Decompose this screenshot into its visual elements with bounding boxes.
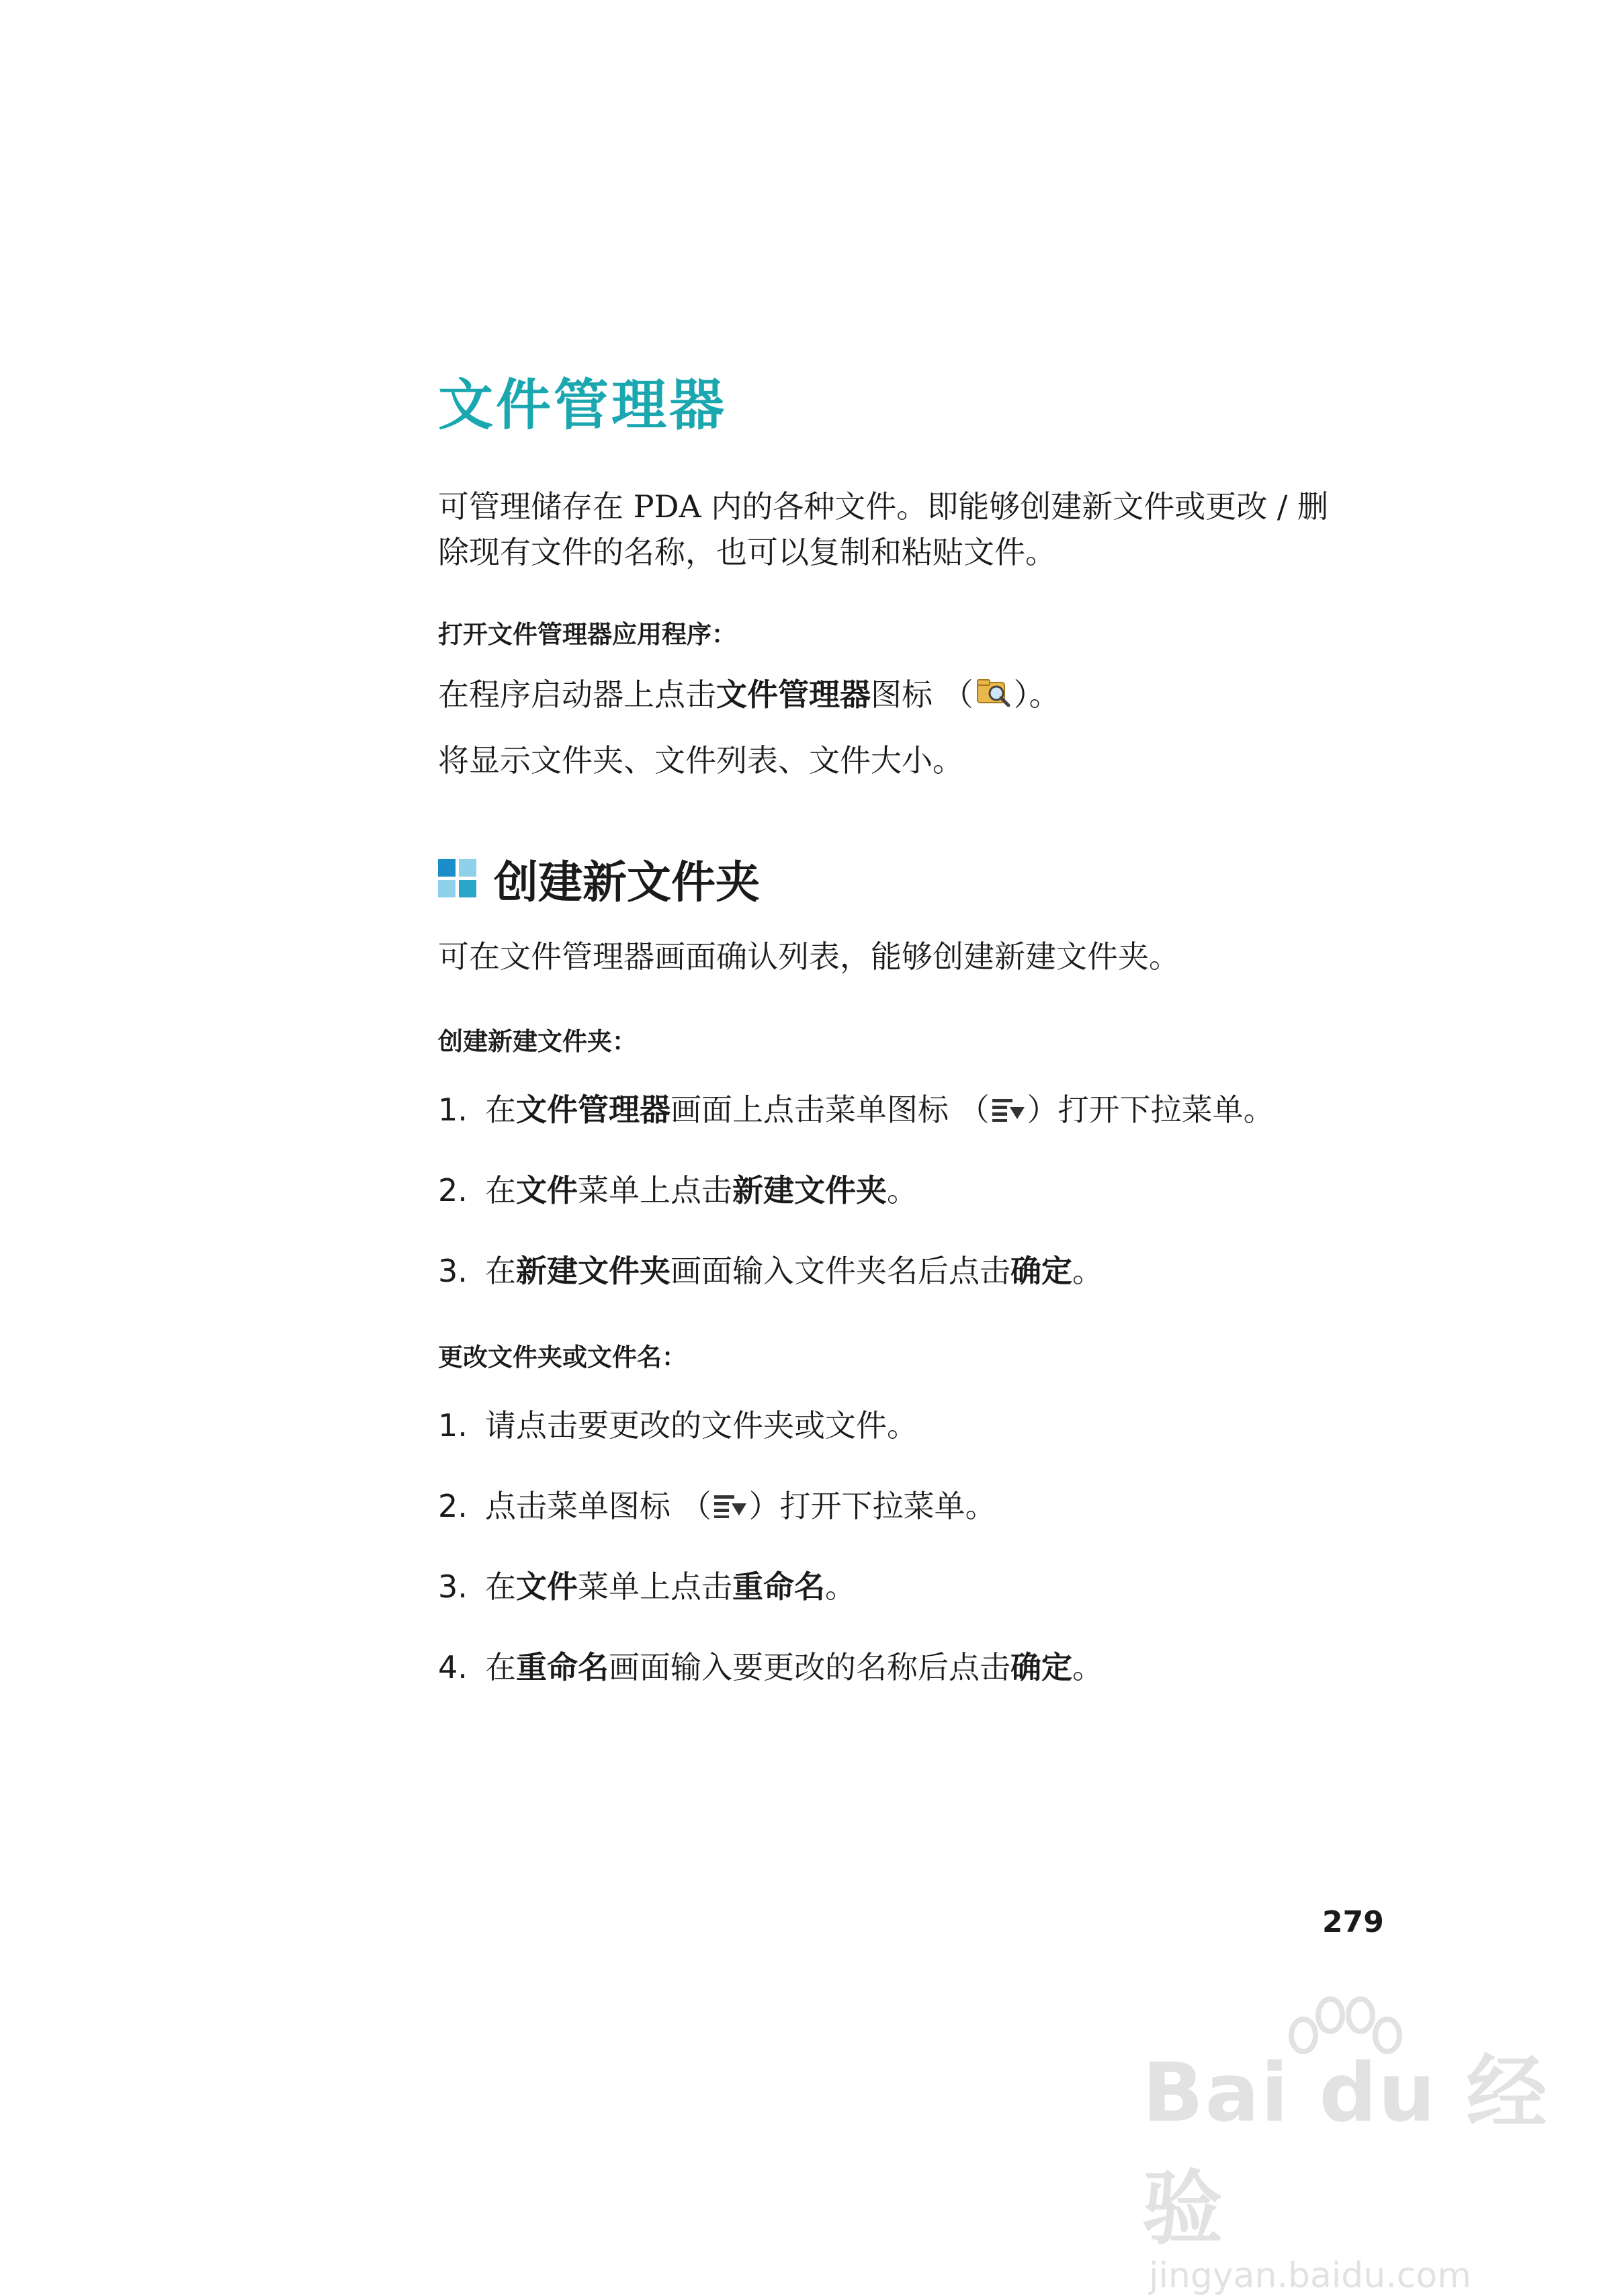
step-text: 画面输入文件夹名后点击 [671, 1253, 1010, 1289]
step-text: 在 [485, 1253, 516, 1289]
step-text: 菜单上点击 [578, 1569, 732, 1605]
step-text: ）打开下拉菜单。 [748, 1488, 996, 1524]
section-intro: 可在文件管理器画面确认列表，能够创建新建文件夹。 [438, 938, 1180, 975]
section-bullet-icon [438, 859, 476, 897]
rename-step-2 [438, 1483, 996, 1532]
step-bold: 新建文件夹 [732, 1172, 887, 1208]
step-text: 在 [485, 1649, 516, 1685]
watermark-url: jingyan.baidu.com [1149, 2256, 1471, 2296]
step-bold: 文件 [516, 1569, 578, 1605]
create-folder-heading: 创建新建文件夹： [438, 1027, 637, 1056]
page-number: 279 [1322, 1905, 1384, 1939]
step-bold: 重命名 [732, 1569, 825, 1605]
open-app-instruction [438, 672, 1060, 720]
step-text: 画面上点击菜单图标 （ [671, 1092, 990, 1128]
step-number: 4. [438, 1649, 468, 1685]
file-manager-icon [974, 674, 1014, 720]
rename-step-1 [438, 1403, 918, 1448]
page-title: 文件管理器 [438, 373, 728, 437]
step-text: 点击菜单图标 （ [485, 1488, 711, 1524]
menu-icon [711, 1486, 749, 1532]
step-number: 1. [438, 1407, 468, 1444]
step-bold: 重命名 [516, 1649, 609, 1685]
section-title: 创建新文件夹 [494, 856, 760, 908]
rename-step-3 [438, 1564, 856, 1609]
step-number: 2. [438, 1172, 468, 1208]
step-text: 。 [825, 1569, 856, 1605]
step-bold: 新建文件夹 [516, 1253, 671, 1289]
open-app-post-a: 图标 （ [871, 676, 974, 713]
step-number: 3. [438, 1253, 468, 1289]
intro-paragraph [438, 484, 1392, 575]
step-text: 。 [1072, 1649, 1103, 1685]
step-text: 。 [887, 1172, 918, 1208]
step-text: 。 [1072, 1253, 1103, 1289]
step-text: 在 [485, 1569, 516, 1605]
step-bold: 文件管理器 [516, 1092, 671, 1128]
intro-line-2: 除现有文件的名称，也可以复制和粘贴文件。 [438, 534, 1056, 570]
step-number: 2. [438, 1488, 468, 1524]
section-heading [438, 846, 760, 910]
step-text: 在 [485, 1172, 516, 1208]
step-text: 在 [485, 1092, 516, 1128]
paw-icon [1277, 1995, 1411, 2089]
step-text: 菜单上点击 [578, 1172, 732, 1208]
create-step-1 [438, 1087, 1274, 1135]
open-app-pre: 在程序启动器上点击 [438, 676, 716, 713]
open-app-post-b: ）。 [1013, 676, 1060, 713]
step-number: 3. [438, 1569, 468, 1605]
rename-step-4 [438, 1644, 1103, 1690]
open-app-result: 将显示文件夹、文件列表、文件大小。 [438, 742, 963, 779]
rename-heading: 更改文件夹或文件名： [438, 1343, 687, 1372]
baidu-watermark [1142, 2029, 1599, 2296]
open-app-bold: 文件管理器 [716, 676, 871, 713]
step-text: 请点击要更改的文件夹或文件。 [485, 1407, 918, 1444]
step-number: 1. [438, 1092, 468, 1128]
step-bold: 确定 [1010, 1253, 1072, 1289]
step-text: ）打开下拉菜单。 [1027, 1092, 1274, 1128]
create-step-3 [438, 1248, 1103, 1294]
intro-line-1: 可管理储存在 PDA 内的各种文件。即能够创建新文件或更改 / 删 [438, 488, 1329, 525]
watermark-brand: Bai du 经验 [1142, 2047, 1549, 2256]
step-text: 画面输入要更改的名称后点击 [609, 1649, 1010, 1685]
create-step-2 [438, 1167, 918, 1213]
open-app-heading: 打开文件管理器应用程序： [438, 620, 736, 649]
step-bold: 文件 [516, 1172, 578, 1208]
step-bold: 确定 [1010, 1649, 1072, 1685]
menu-icon [990, 1090, 1027, 1135]
